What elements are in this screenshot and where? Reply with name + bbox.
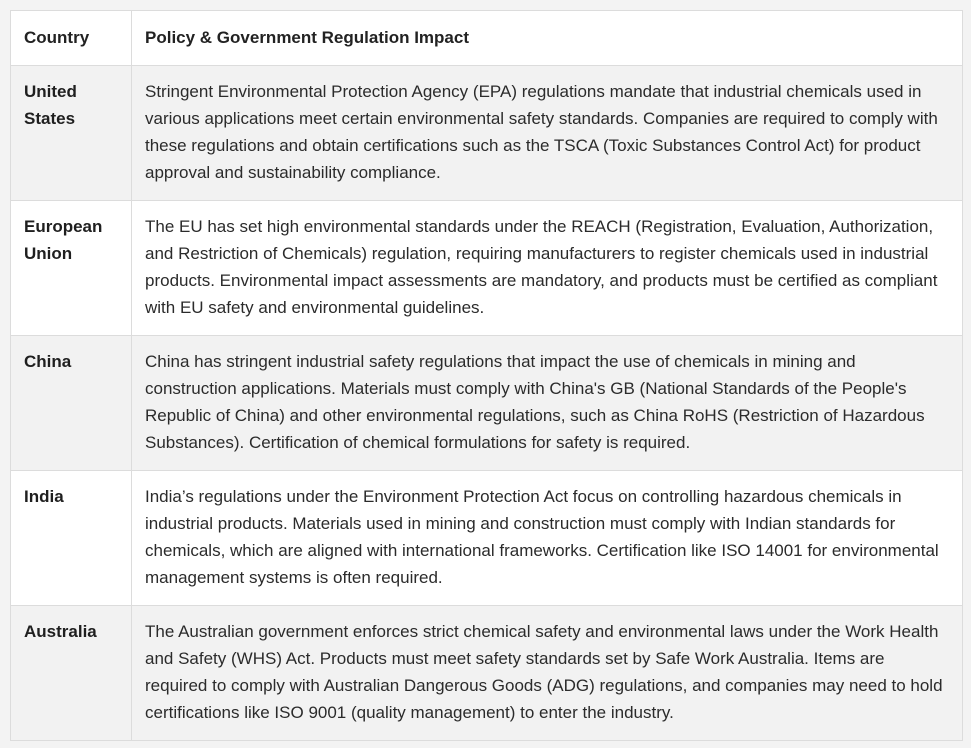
header-country: Country bbox=[11, 11, 132, 66]
regulation-table bbox=[10, 10, 963, 741]
policy-cell: India’s regulations under the Environment Protection Act focus on controlling hazardous chemicals in industrial products. Materials used in mining and construction must comply with Indian standards for chemicals, which are aligned with international frameworks. Certification like ISO 14001 for environmental management systems is often required. bbox=[132, 471, 963, 606]
table-header-row bbox=[11, 11, 963, 66]
country-cell: United States bbox=[11, 66, 132, 201]
header-policy: Policy & Government Regulation Impact bbox=[132, 11, 963, 66]
country-cell: Australia bbox=[11, 606, 132, 741]
policy-cell: The EU has set high environmental standards under the REACH (Registration, Evaluation, Authorization, and Restriction of Chemicals) regulation, requiring manufacturers to register chemicals used in industrial products. Environmental impact assessments are mandatory, and products must be certified as compliant with EU safety and environmental guidelines. bbox=[132, 201, 963, 336]
table-row bbox=[11, 201, 963, 336]
country-cell: India bbox=[11, 471, 132, 606]
table-row bbox=[11, 606, 963, 741]
country-cell: China bbox=[11, 336, 132, 471]
policy-cell: China has stringent industrial safety regulations that impact the use of chemicals in mining and construction applications. Materials must comply with China's GB (National Standards of the People's Republic of China) and other environmental regulations, such as China RoHS (Restriction of Hazardous Substances). Certification of chemical formulations for safety is required. bbox=[132, 336, 963, 471]
table-row bbox=[11, 471, 963, 606]
table-row bbox=[11, 66, 963, 201]
policy-cell: The Australian government enforces strict chemical safety and environmental laws under the Work Health and Safety (WHS) Act. Products must meet safety standards set by Safe Work Australia. Items are required to comply with Australian Dangerous Goods (ADG) regulations, and companies may need to hold certifications like ISO 9001 (quality management) to enter the industry. bbox=[132, 606, 963, 741]
regulation-table-container bbox=[10, 10, 962, 741]
table-row bbox=[11, 336, 963, 471]
policy-cell: Stringent Environmental Protection Agency (EPA) regulations mandate that industrial chemicals used in various applications meet certain environmental safety standards. Companies are required to comply with these regulations and obtain certifications such as the TSCA (Toxic Substances Control Act) for product approval and sustainability compliance. bbox=[132, 66, 963, 201]
country-cell: European Union bbox=[11, 201, 132, 336]
